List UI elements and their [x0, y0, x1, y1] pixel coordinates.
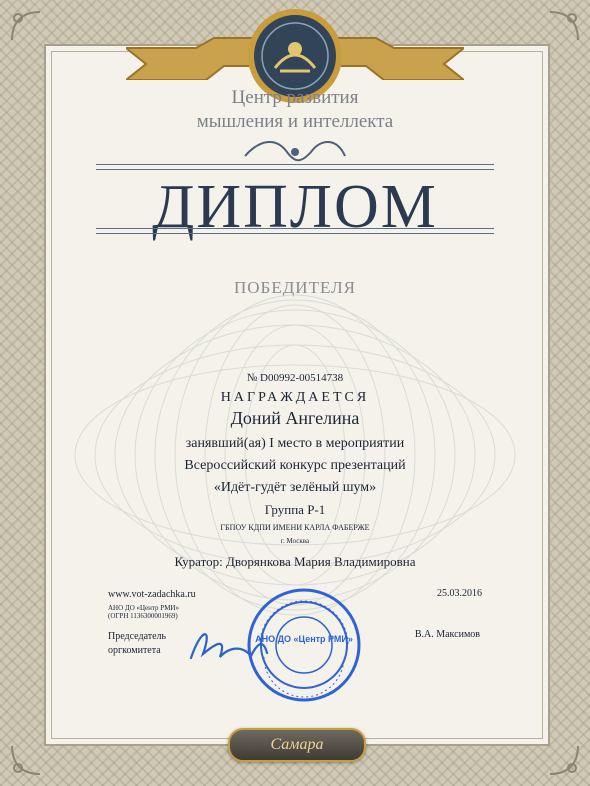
recipient-name: Доний Ангелина	[230, 408, 360, 428]
chair-label: Председатель оргкомитета	[108, 631, 167, 656]
city-name: г. Москва	[280, 537, 310, 545]
group-name: Группа Р-1	[264, 502, 326, 517]
achievement-text: занявший(ая) I место в мероприятии	[185, 436, 405, 451]
entry-title: «Идёт-гудёт зелёный шум»	[213, 480, 377, 495]
official-stamp	[244, 585, 364, 705]
awarded-label: НАГРАЖДАЕТСЯ	[220, 390, 370, 405]
institution-name: ГБПОУ КДПИ ИМЕНИ КАРЛА ФАБЕРЖЕ	[220, 523, 370, 532]
signer-name: В.А. Максимов	[414, 629, 480, 640]
award-date: 25.03.2016	[437, 588, 482, 599]
contest-name: Всероссийский конкурс презентаций	[184, 458, 406, 473]
corner-ornament-icon	[8, 8, 44, 44]
document-title: ДИПЛОМ	[152, 173, 438, 241]
organization-name: АНО ДО «Центр РМИ»	[108, 604, 179, 612]
svg-text:АНО ДО «Центр РМИ»: АНО ДО «Центр РМИ»	[255, 634, 353, 644]
center-name: Центр развития мышления и интеллекта	[196, 87, 394, 132]
title-divider-bottom	[96, 228, 494, 234]
document-subtitle: ПОБЕДИТЕЛЯ	[234, 278, 356, 297]
corner-ornament-icon	[546, 8, 582, 44]
curator-name: Куратор: Дворянкова Мария Владимировна	[174, 554, 416, 569]
title-divider-top	[96, 164, 494, 170]
guilloche-pattern	[60, 290, 530, 620]
city-plate: Самара	[228, 728, 366, 762]
diploma-number: № D00992-00514738	[246, 372, 344, 384]
corner-ornament-icon	[8, 742, 44, 778]
ogrn-text: (ОГРН 1136300001969)	[108, 612, 178, 620]
website-link[interactable]: www.vot-zadachka.ru	[108, 589, 196, 600]
corner-ornament-icon	[546, 742, 582, 778]
